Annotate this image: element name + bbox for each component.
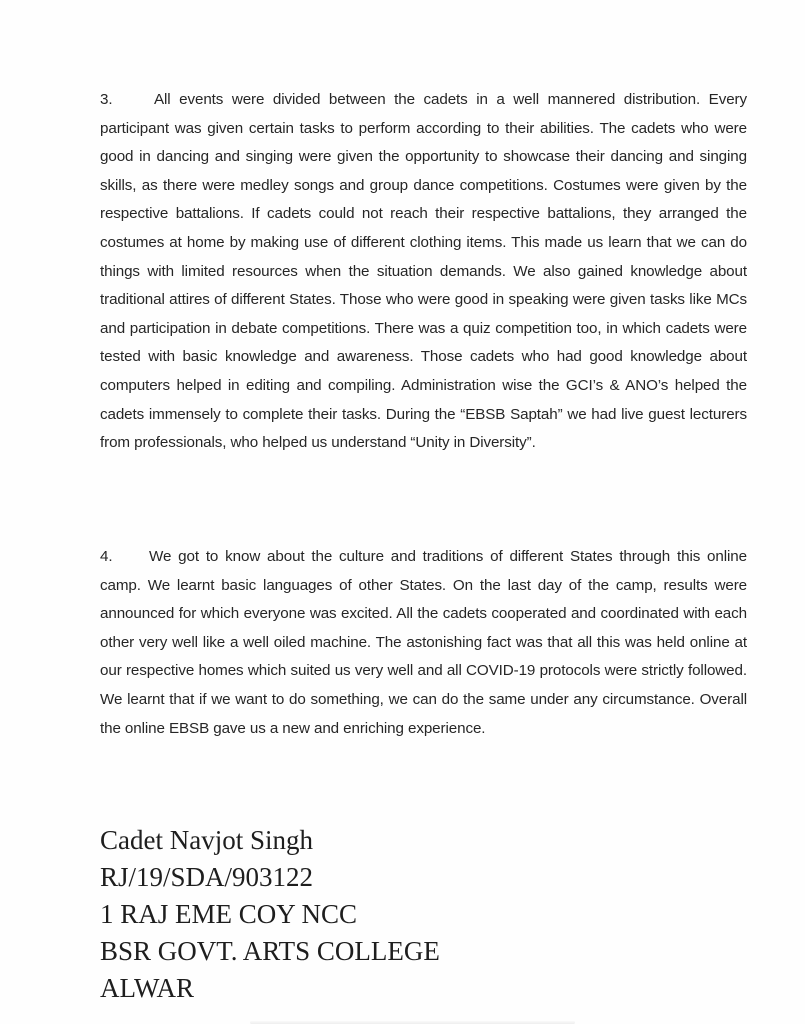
regimental-number: RJ/19/SDA/903122: [100, 862, 314, 892]
paragraph-text: All events were divided between the cadets in a well mannered distribution. Every participant was given certain tasks to perform according to their abilities. The cadets who were good in dancing and singing were given the opportunity to showcase their dancing and singing skills, as there were medley songs and group dance competitions. Costumes were given by the respective battalions. If cadets could not reach their respective battalions, they arranged the costumes at home by making use of different clothing items. This made us learn that we can do things with limited resources when the situation demands. We also gained knowledge about traditional attires of different States. Those who were good in speaking were given tasks like MCs and participation in debate competitions. There was a quiz competition too, in which cadets were tested with basic knowledge and awareness. Those cadets who had good knowledge about computers helped in editing and compiling. Administration wise the GCI’s & ANO’s helped the cadets immensely to complete their tasks. During the “EBSB Saptah” we had live guest lecturers from professionals, who helped us understand “Unity in Diversity”.: [100, 91, 747, 452]
paragraph-number: 4.: [100, 548, 113, 565]
paragraph-3: [100, 86, 747, 458]
paragraph-4: [100, 543, 747, 743]
college-name: BSR GOVT. ARTS COLLEGE: [100, 936, 440, 966]
unit-name: 1 RAJ EME COY NCC: [100, 899, 358, 929]
paragraph-number: 3.: [100, 91, 113, 108]
paragraph-text: We got to know about the culture and traditions of different States through this online camp. We learnt basic languages of other States. On the last day of the camp, results were announced for which everyone was excited. All the cadets cooperated and coordinated with each other very well like a well oiled machine. The astonishing fact was that all this was held online at our respective homes which suited us very well and all COVID-19 protocols were strictly followed. We learnt that if we want to do something, we can do the same under any circumstance. Overall the online EBSB gave us a new and enriching experience.: [100, 548, 747, 737]
signature-block: [100, 822, 440, 1007]
city-name: ALWAR: [100, 973, 194, 1003]
signatory-name: Cadet Navjot Singh: [100, 825, 313, 855]
